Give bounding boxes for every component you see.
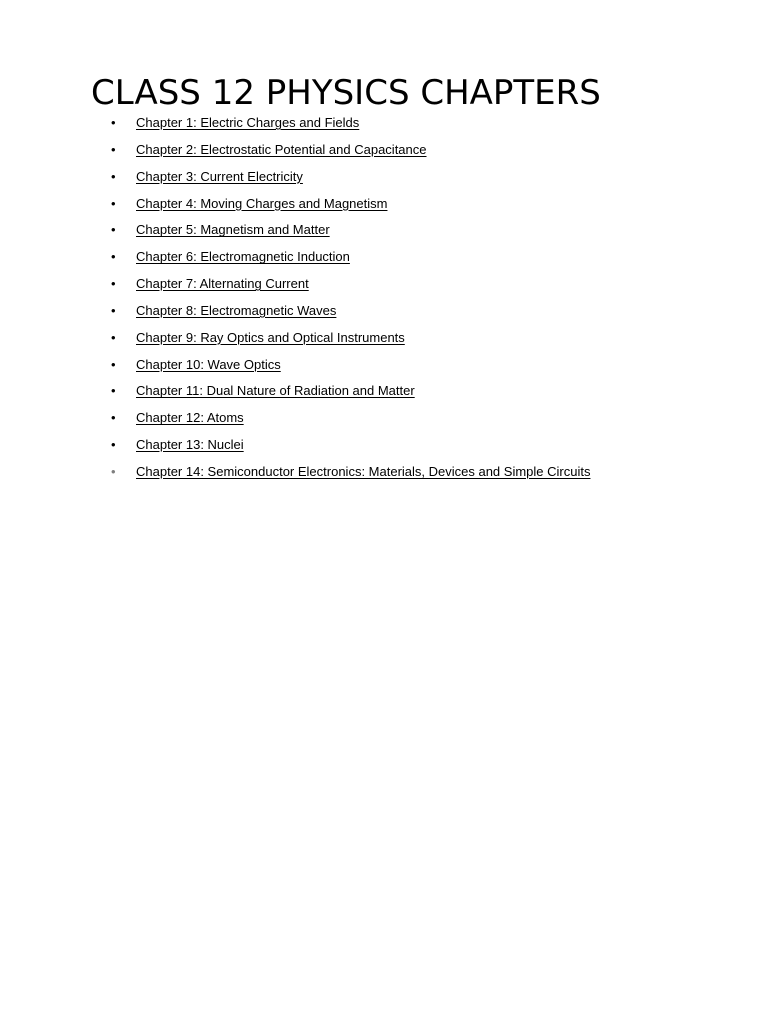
- bullet-icon: •: [111, 168, 116, 184]
- bullet-icon: •: [111, 195, 116, 211]
- chapter-link[interactable]: Chapter 13: Nuclei: [136, 437, 244, 453]
- bullet-icon: •: [111, 437, 116, 453]
- page-title: CLASS 12 PHYSICS CHAPTERS: [91, 73, 601, 113]
- chapter-link[interactable]: Chapter 14: Semiconductor Electronics: Materials, Devices and Simple Circuits: [136, 463, 591, 479]
- chapter-link[interactable]: Chapter 9: Ray Optics and Optical Instruments: [136, 329, 405, 345]
- bullet-icon: •: [111, 383, 116, 399]
- bullet-icon: •: [111, 115, 116, 130]
- chapter-link[interactable]: Chapter 5: Magnetism and Matter: [136, 222, 330, 238]
- chapter-link[interactable]: Chapter 10: Wave Optics: [136, 356, 281, 372]
- chapter-link[interactable]: Chapter 11: Dual Nature of Radiation and Matter: [136, 383, 415, 399]
- chapter-link[interactable]: Chapter 4: Moving Charges and Magnetism: [136, 195, 388, 211]
- chapter-link[interactable]: Chapter 7: Alternating Current: [136, 276, 309, 292]
- bullet-icon: •: [111, 463, 116, 479]
- bullet-icon: •: [111, 276, 116, 292]
- chapter-link[interactable]: Chapter 3: Current Electricity: [136, 168, 303, 184]
- chapter-link[interactable]: Chapter 8: Electromagnetic Waves: [136, 302, 337, 318]
- chapter-link[interactable]: Chapter 1: Electric Charges and Fields: [136, 115, 360, 130]
- chapter-link[interactable]: Chapter 2: Electrostatic Potential and Capacitance: [136, 141, 427, 157]
- bullet-icon: •: [111, 249, 116, 265]
- bullet-icon: •: [111, 222, 116, 238]
- bullet-icon: •: [111, 329, 116, 345]
- chapter-link[interactable]: Chapter 12: Atoms: [136, 410, 244, 426]
- bullet-icon: •: [111, 410, 116, 426]
- bullet-icon: •: [111, 302, 116, 318]
- chapter-link[interactable]: Chapter 6: Electromagnetic Induction: [136, 249, 350, 265]
- bullet-icon: •: [111, 141, 116, 157]
- bullet-icon: •: [111, 356, 116, 372]
